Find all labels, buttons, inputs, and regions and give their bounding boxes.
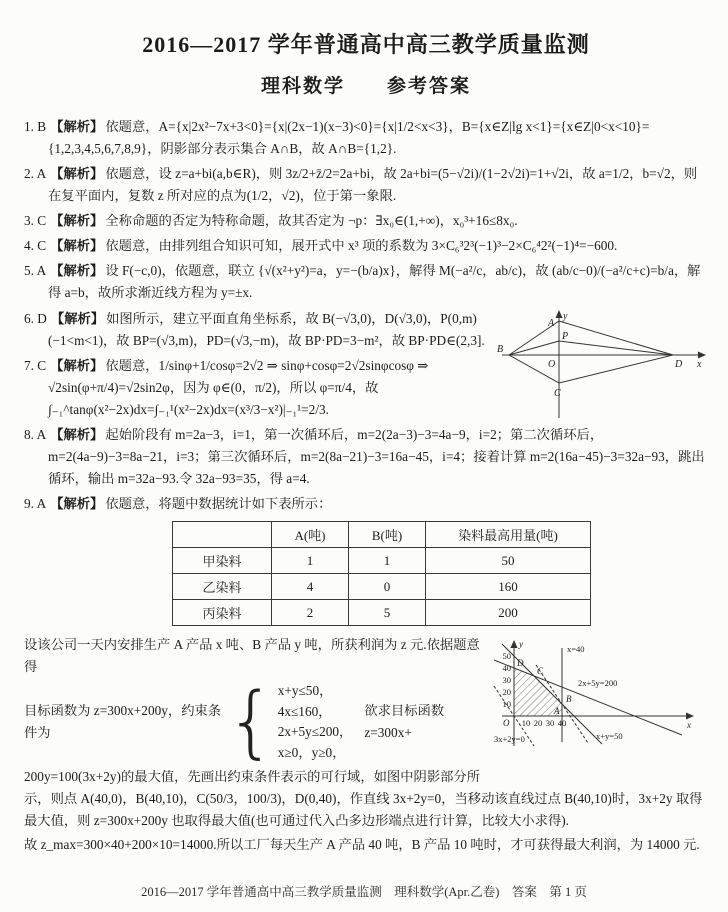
- table-cell: 200: [426, 600, 591, 626]
- analysis-tag: 【解析】: [50, 119, 104, 134]
- line-label-xy50: x+y=50: [596, 731, 623, 742]
- q6-label-B: B: [497, 343, 504, 355]
- solution-text: 设 F(−c,0)，依题意，联立 {√(x²+y²)=a，y=−(b/a)x}，解得 M(−a²/c，ab/c)，故 (ab/c−0)/(−a²/c+c)=b/a，解得 a=b，故所求渐近线方程为 y=±x.: [48, 263, 701, 301]
- solution-text: 依题意，设 z=a+bi(a,b∈R)，则 3z/2+z̄/2=2a+bi，故 2a+bi=(5−√2i)/(1−2√2i)=1+√2i，故 a=1/2，b=√2，则在复平面内，复数 z 所对应的点为(1/2，√2)，位于第一象限.: [48, 166, 698, 204]
- y-tick-label: 30: [502, 675, 511, 686]
- table-row: [173, 574, 591, 600]
- table-cell: 甲染料: [173, 548, 272, 574]
- q6-rhombus: [509, 321, 673, 383]
- table-cell: 0: [349, 574, 426, 600]
- point-label-B: B: [566, 694, 572, 705]
- table-cell: 160: [426, 574, 591, 600]
- table-cell: 1: [349, 548, 426, 574]
- analysis-tag: 【解析】: [50, 238, 104, 254]
- answer-label: 1. B: [24, 119, 47, 134]
- y-tick-label: 20: [502, 687, 511, 698]
- y-tick-label: 50: [502, 651, 511, 662]
- q6-label-O: O: [548, 358, 556, 370]
- solution-4: [24, 235, 708, 257]
- x-tick-label: 40: [557, 718, 567, 729]
- table-cell: 50: [426, 548, 591, 574]
- table-cell: 丙染料: [173, 600, 272, 626]
- table-cell: 5: [349, 600, 426, 626]
- answer-label: 4. C: [24, 238, 47, 254]
- table-header-row: [173, 522, 591, 548]
- answer-label: 7. C: [24, 357, 47, 373]
- q9-paragraph-setup: 设该公司一天内安排生产 A 产品 x 吨、B 产品 y 吨，所获利润为 z 元.依据题意得: [24, 637, 480, 675]
- analysis-tag: 【解析】: [50, 310, 105, 326]
- solution-2: [24, 163, 708, 207]
- x-tick-label: 10: [521, 718, 531, 729]
- constraint-line: 4x≤160，: [277, 703, 332, 719]
- q6-axis-arrows: [556, 310, 707, 359]
- left-brace: {: [226, 677, 276, 768]
- analysis-tag: 【解析】: [50, 496, 104, 511]
- constraint-line: 2x+5y≤200，: [277, 724, 353, 740]
- q6-rhombus-figure: [496, 308, 708, 420]
- constraint-line: x≥0，y≥0，: [277, 744, 346, 760]
- table-header-cell: A(吨): [272, 522, 349, 548]
- q6-label-P: P: [562, 330, 569, 342]
- axis-label-x: x: [687, 720, 691, 731]
- table-row: [173, 548, 591, 574]
- line-label-x40: x=40: [567, 644, 585, 655]
- q9-objective-suffix: 欲求目标函数 z=300x+: [364, 703, 445, 741]
- q9-paragraph-result: 故 z_max=300×40+200×10=14000.所以工厂每天生产 A 产品 40 吨，B 产品 10 吨时，才可获得最大利润，为 14000 元.: [24, 837, 700, 853]
- y-tick-label: 10: [502, 699, 511, 710]
- analysis-tag: 【解析】: [50, 166, 104, 182]
- x-tick-label: 20: [533, 718, 543, 729]
- answer-label: 3. C: [24, 213, 47, 229]
- q6-label-D: D: [675, 358, 683, 370]
- answer-label: 5. A: [24, 263, 47, 279]
- q9-linear-programming-figure: [486, 636, 708, 770]
- point-label-A: A: [554, 706, 560, 717]
- q9-solution-body: [24, 634, 708, 856]
- solution-text: 依题意，1/sinφ+1/cosφ=2√2 ⇒ sinφ+cosφ=2√2sinφcosφ ⇒ √2sin(φ+π/4)=√2sin2φ，因为 φ∈(0，π/2)，所以 φ=π/4，故 ∫₋₁^tanφ(x²−2x)dx=∫₋₁¹(x²−2x)dx=(x³/3−x²)|₋₁¹=2/3.: [48, 357, 429, 417]
- table-header-cell: [173, 522, 272, 548]
- solution-5: [24, 260, 708, 304]
- solution-3: [24, 210, 708, 232]
- q9-constraint-lines: [278, 681, 353, 763]
- answer-label: 2. A: [24, 166, 47, 182]
- solution-text: 依题意，由排列组合知识可知，展开式中 x³ 项的系数为 3×C₆³2³(−1)³−2×C₆⁴2²(−1)⁴=−600.: [105, 238, 618, 254]
- table-cell: 4: [272, 574, 349, 600]
- analysis-tag: 【解析】: [50, 213, 104, 229]
- axis-label-y: y: [519, 639, 523, 650]
- origin-label: O: [503, 718, 510, 729]
- table-cell: 1: [272, 548, 349, 574]
- constraint-line: x+y≤50，: [277, 682, 333, 698]
- solution-text: 依题意，将题中数据统计如下表所示：: [105, 496, 332, 511]
- answer-label: 9. A: [24, 496, 47, 511]
- line-label-2x5y: 2x+5y=200: [578, 678, 618, 689]
- table-cell: 2: [272, 600, 349, 626]
- analysis-tag: 【解析】: [50, 357, 104, 373]
- q9-paragraph-max: 200y=100(3x+2y)的最大值，先画出约束条件表示的可行域，如图中阴影部分所示，则点 A(40,0)，B(40,10)，C(50/3，100/3)，D(0,40)，作直线 3x+2y=0，当移动该直线过点 B(40,10)时，3x+2y 取得最大值，则 z=300x+200y 也取得最大值(也可通过代入凸多边形端点进行计算，比较大小求得).: [24, 769, 703, 829]
- q9-constraint-system: [24, 677, 480, 768]
- solution-text: 依题意，A={x|2x²−7x+3<0}={x|(2x−1)(x−3)<0}={x|1/2<x<3}，B={x∈Z|lg x<1}={x∈Z|0<x<10}={1,2,3,4,5,6,7,8,9}，阴影部分表示集合 A∩B，故 A∩B={1,2}.: [48, 119, 650, 157]
- page-title: 2016—2017 学年普通高中高三教学质量监测: [142, 32, 590, 57]
- x-tick-label: 30: [545, 718, 555, 729]
- q9-objective-prefix: 目标函数为 z=300x+200y，约束条件为: [24, 703, 222, 741]
- q9-data-table: [172, 521, 591, 626]
- table-cell: 乙染料: [173, 574, 272, 600]
- point-label-D: D: [517, 658, 524, 669]
- analysis-tag: 【解析】: [50, 426, 104, 442]
- solution-text: 起始阶段有 m=2a−3，i=1，第一次循环后，m=2(2a−3)−3=4a−9，i=2；第二次循环后，m=2(4a−9)−3=8a−21，i=3；第三次循环后，m=2(8a−21)−3=16a−45，i=4；接着计算 m=2(16a−45)−3=32a−93，跳出循环，输出 m=32a−93.令 32a−93=35，得 a=4.: [48, 426, 705, 486]
- q6-axes: [502, 316, 699, 418]
- table-header-cell: 染料最高用量(吨): [426, 522, 591, 548]
- solution-text: 全称命题的否定为特称命题，故其否定为 ¬p：∃x₀∈(1,+∞)，x₀³+16≤8x₀.: [105, 213, 518, 229]
- q6-label-C: C: [554, 387, 561, 399]
- page-subtitle: 理科数学 参考答案: [260, 76, 471, 97]
- table-row: [173, 600, 591, 626]
- q6-label-y: y: [563, 310, 568, 322]
- point-label-C: C: [537, 666, 544, 677]
- solution-9: [24, 493, 708, 515]
- solution-8: [24, 424, 708, 490]
- answer-label: 8. A: [24, 426, 47, 442]
- y-tick-label: 40: [502, 663, 511, 674]
- solution-text: 如图所示，建立平面直角坐标系，故 B(−√3,0)，D(√3,0)，P(0,m)(−1<m<1)，故 BP=(√3,m)，PD=(√3,−m)，故 BP·PD=3−m²，故 BP·PD∈(2,3].: [48, 310, 485, 348]
- solution-1: [24, 116, 708, 160]
- page-footer: 2016—2017 学年普通高中高三教学质量监测 理科数学(Apr.乙卷) 答案 第 1 页: [141, 885, 587, 899]
- q6-label-x: x: [697, 358, 702, 370]
- answer-label: 6. D: [24, 310, 47, 326]
- line-label-obj: 3x+2y=0: [494, 734, 525, 745]
- table-header-cell: B(吨): [349, 522, 426, 548]
- q6-label-A: A: [548, 317, 555, 329]
- analysis-tag: 【解析】: [50, 263, 104, 279]
